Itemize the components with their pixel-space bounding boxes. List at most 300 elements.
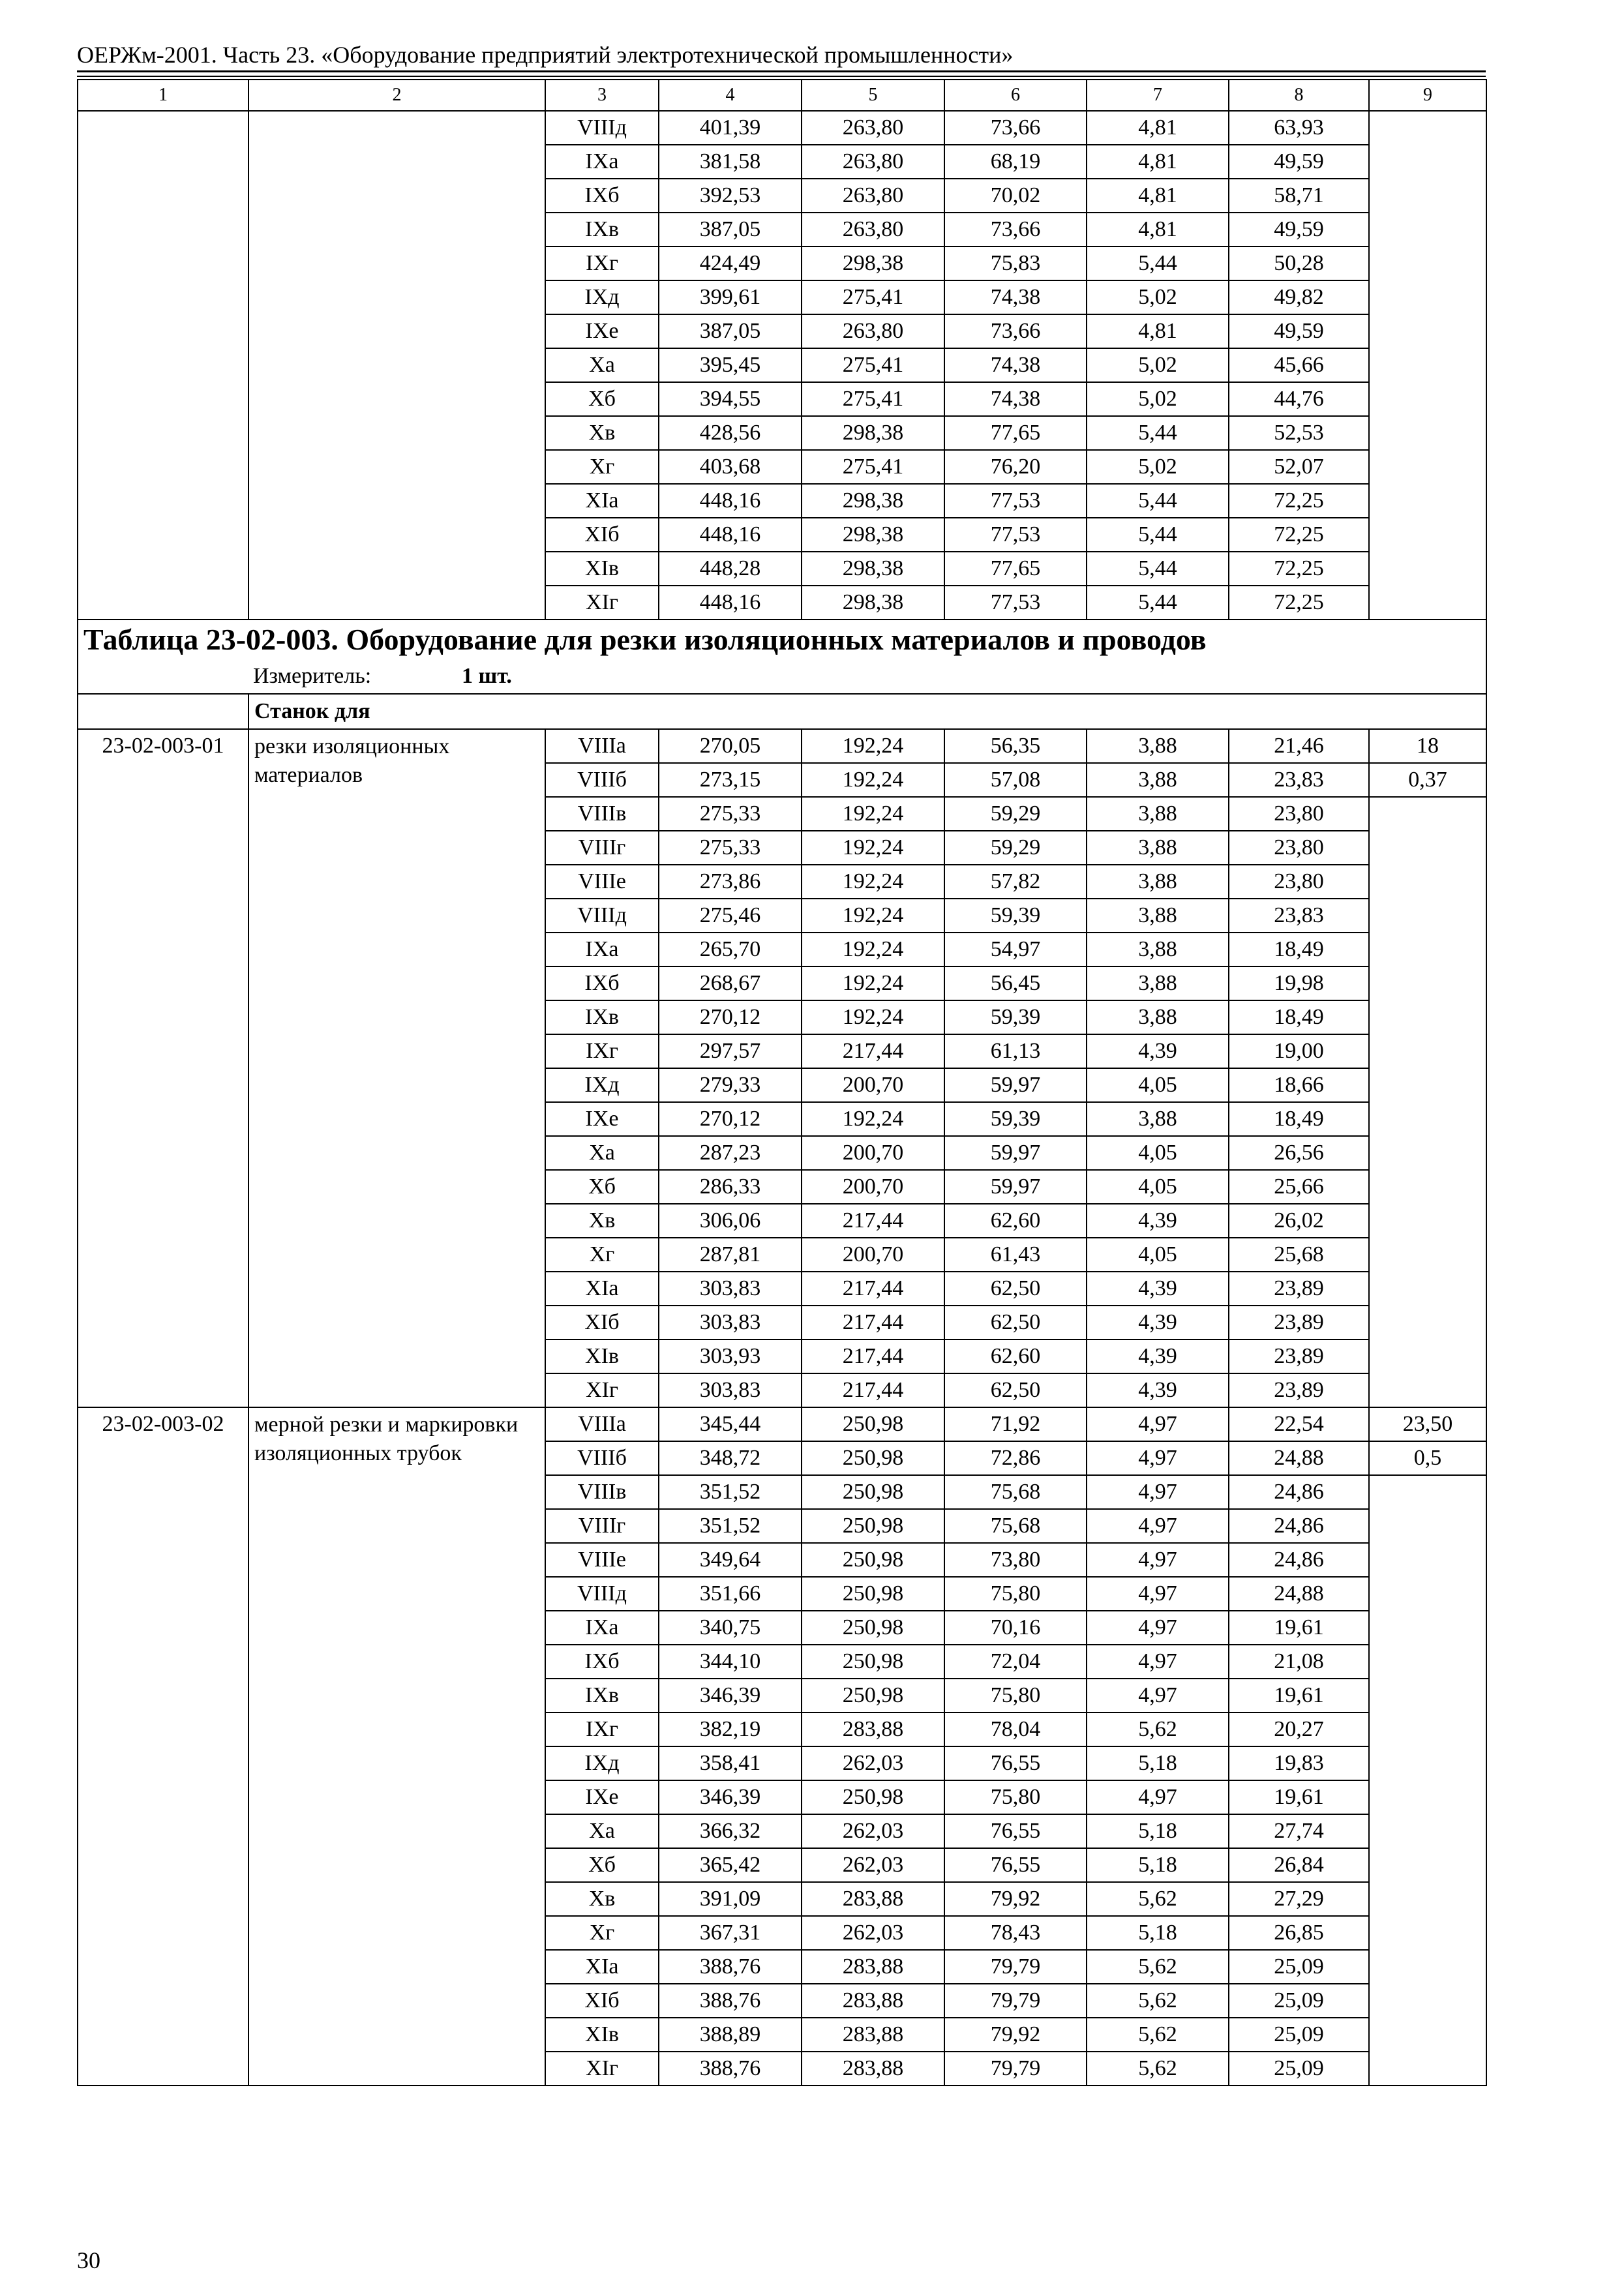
value-cell: 192,24 [802, 933, 944, 966]
value-cell: 70,16 [944, 1611, 1087, 1645]
column-number: 8 [1229, 80, 1369, 111]
value-cell: 250,98 [802, 1780, 944, 1814]
running-header: ОЕРЖм-2001. Часть 23. «Оборудование предприятий электротехнической промышленности» [77, 42, 1014, 68]
value-cell: 21,46 [1229, 729, 1369, 763]
value-cell: 298,38 [802, 586, 944, 620]
zone-cell: Xб [545, 1848, 659, 1882]
value-cell: 268,67 [659, 966, 802, 1000]
value-cell: 18,66 [1229, 1068, 1369, 1102]
value-cell: 75,80 [944, 1780, 1087, 1814]
value-cell: 4,05 [1087, 1238, 1229, 1272]
item-col9-value: 0,5 [1369, 1441, 1486, 1475]
item-code: 23-02-003-01 [78, 729, 248, 1407]
value-cell: 4,39 [1087, 1339, 1229, 1373]
value-cell: 262,03 [802, 1916, 944, 1950]
column-number: 1 [78, 80, 248, 111]
table-body [78, 80, 1486, 2086]
zone-cell: VIIIг [545, 831, 659, 865]
value-cell: 4,39 [1087, 1306, 1229, 1339]
page-number: 30 [77, 2247, 100, 2273]
value-cell: 250,98 [802, 1645, 944, 1679]
value-cell: 5,44 [1087, 416, 1229, 450]
meter-value: 1 шт. [462, 664, 512, 688]
table-row [78, 729, 1486, 763]
value-cell: 62,60 [944, 1204, 1087, 1238]
value-cell: 79,79 [944, 1950, 1087, 1984]
value-cell: 3,88 [1087, 865, 1229, 899]
zone-cell: VIIIа [545, 1407, 659, 1441]
zone-cell: IXд [545, 1068, 659, 1102]
value-cell: 24,88 [1229, 1441, 1369, 1475]
zone-cell: Xа [545, 1136, 659, 1170]
value-cell: 387,05 [659, 213, 802, 247]
value-cell: 217,44 [802, 1339, 944, 1373]
value-cell: 348,72 [659, 1441, 802, 1475]
value-cell: 365,42 [659, 1848, 802, 1882]
value-cell: 59,29 [944, 831, 1087, 865]
value-cell: 4,97 [1087, 1509, 1229, 1543]
value-cell: 72,25 [1229, 484, 1369, 518]
value-cell: 5,44 [1087, 586, 1229, 620]
zone-cell: Xб [545, 1170, 659, 1204]
value-cell: 19,61 [1229, 1679, 1369, 1713]
value-cell: 62,50 [944, 1373, 1087, 1407]
value-cell: 3,88 [1087, 797, 1229, 831]
column-number: 4 [659, 80, 802, 111]
zone-cell: Xа [545, 348, 659, 382]
value-cell: 4,39 [1087, 1204, 1229, 1238]
header-rule-secondary [77, 76, 1486, 77]
value-cell: 287,23 [659, 1136, 802, 1170]
value-cell: 303,83 [659, 1306, 802, 1339]
value-cell: 351,52 [659, 1509, 802, 1543]
value-cell: 23,80 [1229, 865, 1369, 899]
value-cell: 263,80 [802, 314, 944, 348]
value-cell: 192,24 [802, 1102, 944, 1136]
value-cell: 75,68 [944, 1509, 1087, 1543]
value-cell: 63,93 [1229, 111, 1369, 145]
value-cell: 250,98 [802, 1475, 944, 1509]
section-row [78, 694, 1486, 729]
value-cell: 25,09 [1229, 2052, 1369, 2086]
value-cell: 57,08 [944, 763, 1087, 797]
value-cell: 75,83 [944, 247, 1087, 280]
value-cell: 59,39 [944, 1000, 1087, 1034]
value-cell: 5,44 [1087, 484, 1229, 518]
table-row [78, 111, 1486, 145]
value-cell: 5,02 [1087, 450, 1229, 484]
value-cell: 3,88 [1087, 831, 1229, 865]
meter-row [78, 659, 1486, 694]
value-cell: 25,09 [1229, 1984, 1369, 2018]
value-cell: 192,24 [802, 865, 944, 899]
value-cell: 76,55 [944, 1814, 1087, 1848]
value-cell: 387,05 [659, 314, 802, 348]
zone-cell: IXв [545, 1679, 659, 1713]
value-cell: 45,66 [1229, 348, 1369, 382]
value-cell: 73,80 [944, 1543, 1087, 1577]
zone-cell: Xв [545, 1882, 659, 1916]
value-cell: 5,44 [1087, 247, 1229, 280]
value-cell: 250,98 [802, 1611, 944, 1645]
value-cell: 3,88 [1087, 763, 1229, 797]
value-cell: 4,05 [1087, 1136, 1229, 1170]
value-cell: 72,25 [1229, 586, 1369, 620]
value-cell: 76,55 [944, 1848, 1087, 1882]
zone-cell: IXд [545, 280, 659, 314]
value-cell: 78,43 [944, 1916, 1087, 1950]
value-cell: 217,44 [802, 1306, 944, 1339]
value-cell: 26,56 [1229, 1136, 1369, 1170]
value-cell: 72,25 [1229, 552, 1369, 586]
value-cell: 24,88 [1229, 1577, 1369, 1611]
value-cell: 62,50 [944, 1306, 1087, 1339]
value-cell: 192,24 [802, 831, 944, 865]
section-label: Станок для [248, 694, 1486, 729]
zone-cell: Xг [545, 1238, 659, 1272]
value-cell: 52,07 [1229, 450, 1369, 484]
item-col9-blank [1369, 797, 1486, 1407]
value-cell: 20,27 [1229, 1713, 1369, 1746]
value-cell: 50,28 [1229, 247, 1369, 280]
value-cell: 56,35 [944, 729, 1087, 763]
value-cell: 23,89 [1229, 1306, 1369, 1339]
value-cell: 5,62 [1087, 2052, 1229, 2086]
value-cell: 23,89 [1229, 1339, 1369, 1373]
column-number-row [78, 80, 1486, 111]
value-cell: 22,54 [1229, 1407, 1369, 1441]
value-cell: 49,59 [1229, 145, 1369, 179]
value-cell: 4,81 [1087, 111, 1229, 145]
value-cell: 59,29 [944, 797, 1087, 831]
value-cell: 262,03 [802, 1814, 944, 1848]
column-number: 6 [944, 80, 1087, 111]
value-cell: 192,24 [802, 729, 944, 763]
value-cell: 5,62 [1087, 2018, 1229, 2052]
value-cell: 192,24 [802, 763, 944, 797]
value-cell: 5,18 [1087, 1848, 1229, 1882]
value-cell: 275,33 [659, 831, 802, 865]
item-code: 23-02-003-02 [78, 1407, 248, 2086]
value-cell: 23,89 [1229, 1373, 1369, 1407]
value-cell: 75,68 [944, 1475, 1087, 1509]
value-cell: 25,66 [1229, 1170, 1369, 1204]
value-cell: 18,49 [1229, 933, 1369, 966]
item-col9-value: 23,50 [1369, 1407, 1486, 1441]
zone-cell: IXб [545, 1645, 659, 1679]
value-cell: 4,97 [1087, 1780, 1229, 1814]
zone-cell: IXг [545, 247, 659, 280]
value-cell: 75,80 [944, 1679, 1087, 1713]
zone-cell: VIIIб [545, 763, 659, 797]
value-cell: 72,25 [1229, 518, 1369, 552]
value-cell: 349,64 [659, 1543, 802, 1577]
value-cell: 424,49 [659, 247, 802, 280]
value-cell: 391,09 [659, 1882, 802, 1916]
value-cell: 19,00 [1229, 1034, 1369, 1068]
value-cell: 5,62 [1087, 1984, 1229, 2018]
value-cell: 77,65 [944, 552, 1087, 586]
value-cell: 200,70 [802, 1136, 944, 1170]
value-cell: 23,80 [1229, 797, 1369, 831]
value-cell: 58,71 [1229, 179, 1369, 213]
zone-cell: VIIIд [545, 1577, 659, 1611]
value-cell: 200,70 [802, 1238, 944, 1272]
value-cell: 5,44 [1087, 552, 1229, 586]
zone-cell: Xв [545, 1204, 659, 1238]
value-cell: 192,24 [802, 1000, 944, 1034]
extra-cell [1369, 111, 1486, 620]
value-cell: 192,24 [802, 966, 944, 1000]
column-number: 3 [545, 80, 659, 111]
value-cell: 263,80 [802, 111, 944, 145]
value-cell: 275,33 [659, 797, 802, 831]
value-cell: 287,81 [659, 1238, 802, 1272]
value-cell: 217,44 [802, 1034, 944, 1068]
value-cell: 3,88 [1087, 1000, 1229, 1034]
value-cell: 23,83 [1229, 899, 1369, 933]
value-cell: 263,80 [802, 145, 944, 179]
value-cell: 250,98 [802, 1543, 944, 1577]
value-cell: 3,88 [1087, 933, 1229, 966]
value-cell: 24,86 [1229, 1509, 1369, 1543]
zone-cell: XIб [545, 518, 659, 552]
value-cell: 62,60 [944, 1339, 1087, 1373]
name-cell [248, 111, 545, 620]
value-cell: 4,81 [1087, 314, 1229, 348]
value-cell: 19,61 [1229, 1611, 1369, 1645]
value-cell: 59,39 [944, 1102, 1087, 1136]
zone-cell: IXа [545, 1611, 659, 1645]
value-cell: 25,09 [1229, 2018, 1369, 2052]
value-cell: 4,97 [1087, 1679, 1229, 1713]
value-cell: 303,83 [659, 1373, 802, 1407]
value-cell: 200,70 [802, 1170, 944, 1204]
zone-cell: XIа [545, 1272, 659, 1306]
value-cell: 27,29 [1229, 1882, 1369, 1916]
zone-cell: Xг [545, 450, 659, 484]
zone-cell: VIIIе [545, 1543, 659, 1577]
code-cell [78, 111, 248, 620]
value-cell: 74,38 [944, 280, 1087, 314]
zone-cell: VIIIв [545, 1475, 659, 1509]
value-cell: 448,28 [659, 552, 802, 586]
value-cell: 79,79 [944, 2052, 1087, 2086]
value-cell: 5,62 [1087, 1882, 1229, 1916]
value-cell: 4,97 [1087, 1441, 1229, 1475]
value-cell: 448,16 [659, 518, 802, 552]
value-cell: 3,88 [1087, 899, 1229, 933]
zone-cell: XIб [545, 1306, 659, 1339]
value-cell: 358,41 [659, 1746, 802, 1780]
zone-cell: IXг [545, 1713, 659, 1746]
value-cell: 263,80 [802, 213, 944, 247]
value-cell: 283,88 [802, 1984, 944, 2018]
value-cell: 351,66 [659, 1577, 802, 1611]
value-cell: 56,45 [944, 966, 1087, 1000]
value-cell: 192,24 [802, 899, 944, 933]
zone-cell: IXг [545, 1034, 659, 1068]
value-cell: 4,39 [1087, 1034, 1229, 1068]
zone-cell: Xв [545, 416, 659, 450]
value-cell: 4,97 [1087, 1407, 1229, 1441]
value-cell: 19,61 [1229, 1780, 1369, 1814]
value-cell: 4,81 [1087, 213, 1229, 247]
zone-cell: IXв [545, 1000, 659, 1034]
value-cell: 298,38 [802, 552, 944, 586]
value-cell: 76,20 [944, 450, 1087, 484]
zone-cell: VIIIе [545, 865, 659, 899]
table-title: Таблица 23-02-003. Оборудование для резки изоляционных материалов и проводов [78, 620, 1486, 659]
value-cell: 381,58 [659, 145, 802, 179]
value-cell: 49,82 [1229, 280, 1369, 314]
value-cell: 275,46 [659, 899, 802, 933]
zone-cell: IXа [545, 933, 659, 966]
value-cell: 4,97 [1087, 1577, 1229, 1611]
value-cell: 44,76 [1229, 382, 1369, 416]
value-cell: 19,83 [1229, 1746, 1369, 1780]
value-cell: 298,38 [802, 484, 944, 518]
value-cell: 401,39 [659, 111, 802, 145]
value-cell: 59,97 [944, 1068, 1087, 1102]
value-cell: 399,61 [659, 280, 802, 314]
value-cell: 4,97 [1087, 1611, 1229, 1645]
value-cell: 388,76 [659, 1984, 802, 2018]
value-cell: 75,80 [944, 1577, 1087, 1611]
value-cell: 74,38 [944, 348, 1087, 382]
value-cell: 448,16 [659, 586, 802, 620]
value-cell: 298,38 [802, 247, 944, 280]
value-cell: 73,66 [944, 314, 1087, 348]
value-cell: 270,12 [659, 1000, 802, 1034]
value-cell: 5,18 [1087, 1746, 1229, 1780]
value-cell: 26,02 [1229, 1204, 1369, 1238]
zone-cell: VIIIг [545, 1509, 659, 1543]
value-cell: 279,33 [659, 1068, 802, 1102]
value-cell: 303,93 [659, 1339, 802, 1373]
zone-cell: XIа [545, 1950, 659, 1984]
value-cell: 275,41 [802, 382, 944, 416]
value-cell: 192,24 [802, 797, 944, 831]
value-cell: 5,02 [1087, 280, 1229, 314]
value-cell: 250,98 [802, 1441, 944, 1475]
value-cell: 250,98 [802, 1509, 944, 1543]
zone-cell: IXв [545, 213, 659, 247]
zone-cell: IXб [545, 966, 659, 1000]
value-cell: 77,53 [944, 586, 1087, 620]
value-cell: 273,15 [659, 763, 802, 797]
value-cell: 283,88 [802, 1713, 944, 1746]
zone-cell: XIв [545, 1339, 659, 1373]
zone-cell: IXа [545, 145, 659, 179]
value-cell: 26,85 [1229, 1916, 1369, 1950]
value-cell: 344,10 [659, 1645, 802, 1679]
value-cell: 71,92 [944, 1407, 1087, 1441]
value-cell: 346,39 [659, 1780, 802, 1814]
section-code-cell [78, 694, 248, 729]
value-cell: 340,75 [659, 1611, 802, 1645]
zone-cell: IXд [545, 1746, 659, 1780]
value-cell: 367,31 [659, 1916, 802, 1950]
value-cell: 306,06 [659, 1204, 802, 1238]
value-cell: 21,08 [1229, 1645, 1369, 1679]
value-cell: 250,98 [802, 1679, 944, 1713]
value-cell: 23,80 [1229, 831, 1369, 865]
value-cell: 448,16 [659, 484, 802, 518]
value-cell: 250,98 [802, 1407, 944, 1441]
value-cell: 5,18 [1087, 1814, 1229, 1848]
value-cell: 61,43 [944, 1238, 1087, 1272]
value-cell: 428,56 [659, 416, 802, 450]
zone-cell: VIIIд [545, 899, 659, 933]
zone-cell: XIв [545, 2018, 659, 2052]
zone-cell: IXе [545, 314, 659, 348]
value-cell: 52,53 [1229, 416, 1369, 450]
item-col9-value: 0,37 [1369, 763, 1486, 797]
value-cell: 49,59 [1229, 213, 1369, 247]
value-cell: 79,92 [944, 2018, 1087, 2052]
table-title-row [78, 620, 1486, 659]
value-cell: 388,89 [659, 2018, 802, 2052]
value-cell: 5,02 [1087, 348, 1229, 382]
item-col9-blank [1369, 1475, 1486, 2086]
item-name: мерной резки и маркировки изоляционных трубок [248, 1407, 545, 2086]
value-cell: 217,44 [802, 1272, 944, 1306]
value-cell: 275,41 [802, 348, 944, 382]
value-cell: 23,89 [1229, 1272, 1369, 1306]
value-cell: 72,86 [944, 1441, 1087, 1475]
value-cell: 78,04 [944, 1713, 1087, 1746]
zone-cell: XIб [545, 1984, 659, 2018]
zone-cell: IXб [545, 179, 659, 213]
header-rule [77, 70, 1486, 72]
value-cell: 70,02 [944, 179, 1087, 213]
value-cell: 3,88 [1087, 729, 1229, 763]
zone-cell: Xа [545, 1814, 659, 1848]
column-number: 5 [802, 80, 944, 111]
zone-cell: IXе [545, 1780, 659, 1814]
value-cell: 25,09 [1229, 1950, 1369, 1984]
value-cell: 61,13 [944, 1034, 1087, 1068]
value-cell: 62,50 [944, 1272, 1087, 1306]
value-cell: 68,19 [944, 145, 1087, 179]
zone-cell: XIг [545, 1373, 659, 1407]
value-cell: 79,79 [944, 1984, 1087, 2018]
value-cell: 18,49 [1229, 1102, 1369, 1136]
zone-cell: XIг [545, 586, 659, 620]
column-number: 9 [1369, 80, 1486, 111]
value-cell: 262,03 [802, 1746, 944, 1780]
value-cell: 346,39 [659, 1679, 802, 1713]
value-cell: 59,39 [944, 899, 1087, 933]
value-cell: 73,66 [944, 213, 1087, 247]
value-cell: 298,38 [802, 416, 944, 450]
zone-cell: XIв [545, 552, 659, 586]
value-cell: 303,83 [659, 1272, 802, 1306]
value-cell: 286,33 [659, 1170, 802, 1204]
value-cell: 366,32 [659, 1814, 802, 1848]
value-cell: 265,70 [659, 933, 802, 966]
value-cell: 345,44 [659, 1407, 802, 1441]
value-cell: 217,44 [802, 1204, 944, 1238]
value-cell: 5,02 [1087, 382, 1229, 416]
value-cell: 19,98 [1229, 966, 1369, 1000]
value-cell: 57,82 [944, 865, 1087, 899]
value-cell: 79,92 [944, 1882, 1087, 1916]
value-cell: 394,55 [659, 382, 802, 416]
value-cell: 3,88 [1087, 966, 1229, 1000]
item-name: резки изоляционных материалов [248, 729, 545, 1407]
